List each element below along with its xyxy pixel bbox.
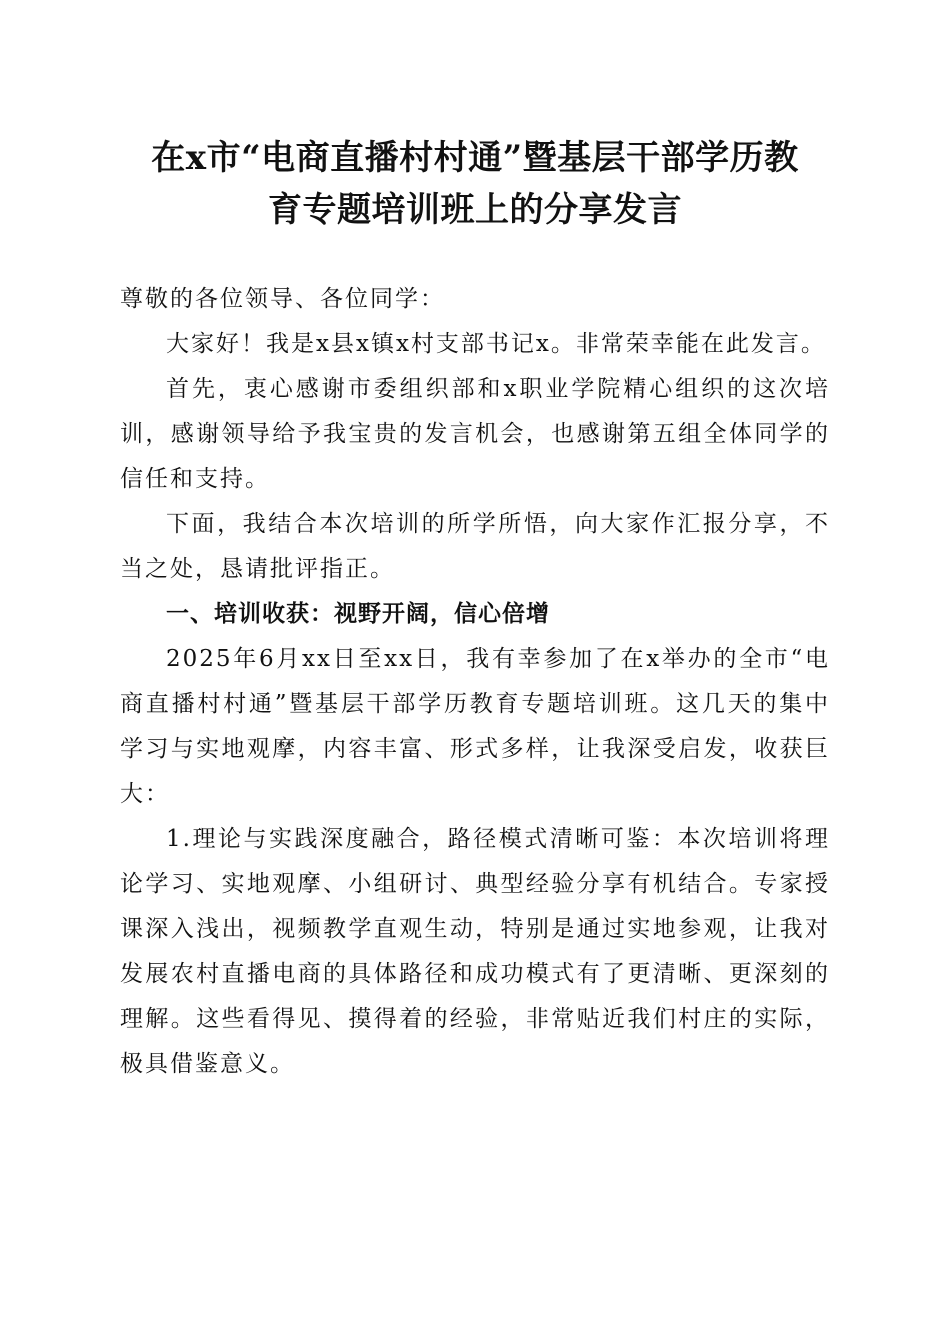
section-heading: 一、培训收获：视野开阔，信心倍增 xyxy=(166,601,550,627)
paragraph-thanks: 首先，衷心感谢市委组织部和x职业学院精心组织的这次培训，感谢领导给予我宝贵的发言机会，也感谢第五组全体同学的信任和支持。 xyxy=(120,376,830,492)
paragraph-training-overview: 2025年6月xx日至xx日，我有幸参加了在x举办的全市“电商直播村村通”暨基层干部学历教育专题培训班。这几天的集中学习与实地观摩，内容丰富、形式多样，让我深受启发，收获巨大： xyxy=(120,646,830,807)
title-line-1: 在x市“电商直播村村通”暨基层干部学历教 xyxy=(151,138,799,178)
title-line-2: 育专题培训班上的分享发言 xyxy=(268,190,682,230)
document-body xyxy=(120,277,830,1087)
paragraph-greeting: 大家好！我是x县x镇x村支部书记x。非常荣幸能在此发言。 xyxy=(166,331,826,357)
paragraph-intro: 下面，我结合本次培训的所学所悟，向大家作汇报分享，不当之处，恳请批评指正。 xyxy=(120,511,830,582)
document-title xyxy=(110,132,840,236)
salutation: 尊敬的各位领导、各位同学： xyxy=(120,286,445,312)
paragraph-point-1: 1.理论与实践深度融合，路径模式清晰可鉴：本次培训将理论学习、实地观摩、小组研讨、典型经验分享有机结合。专家授课深入浅出，视频教学直观生动，特别是通过实地参观，让我对发展农村直播电商的具体路径和成功模式有了更清晰、更深刻的理解。这些看得见、摸得着的经验，非常贴近我们村庄的实际，极具借鉴意义。 xyxy=(120,826,830,1077)
